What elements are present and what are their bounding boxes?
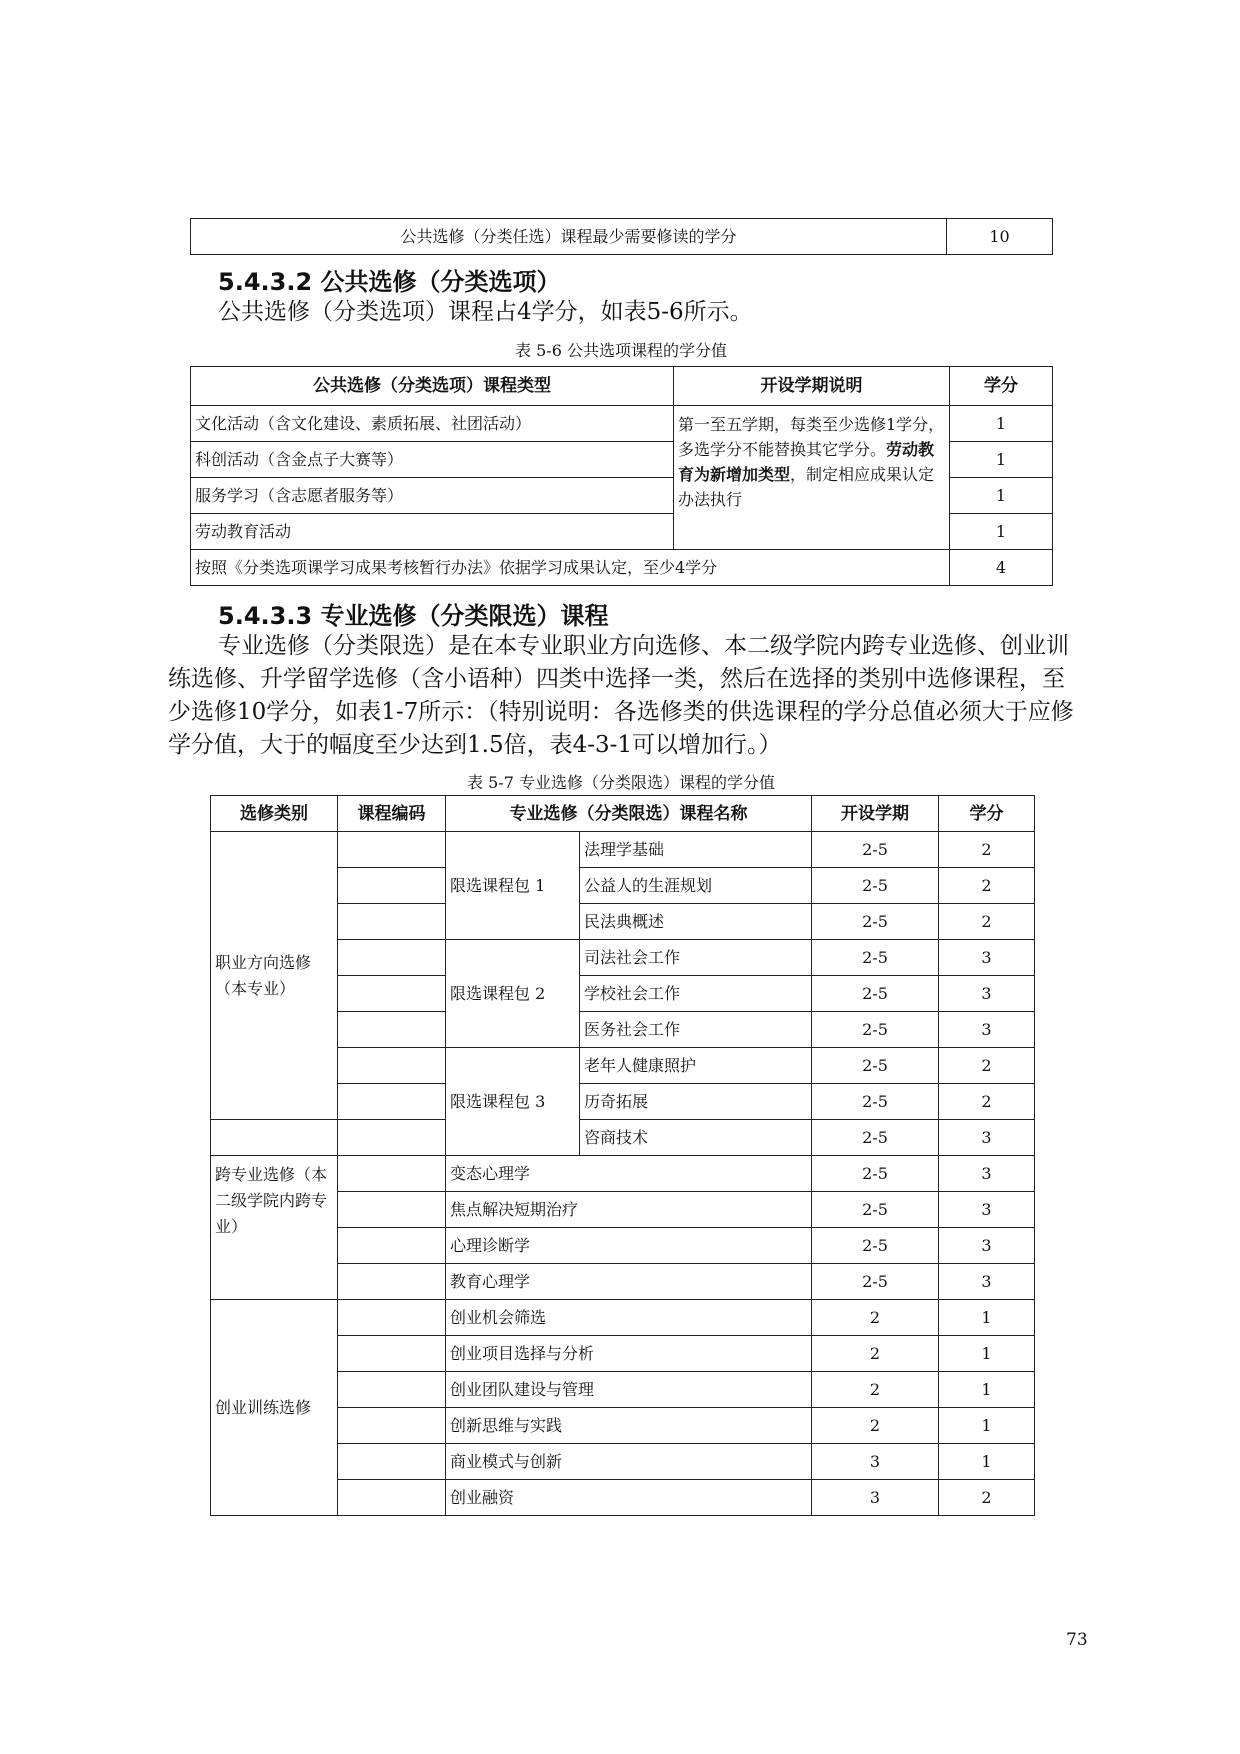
course-term: 3 [812,1444,939,1480]
table-5-6-type-1: 文化活动（含文化建设、素质拓展、社团活动） [191,406,674,442]
summary-label: 公共选修（分类任选）课程最少需要修读的学分 [191,219,947,255]
course-name: 法理学基础 [580,832,812,868]
course-name: 民法典概述 [580,904,812,940]
table-5-6-header-type: 公共选修（分类选项）课程类型 [191,367,674,406]
course-name: 历奇拓展 [580,1084,812,1120]
table-5-6 [190,366,1053,586]
course-term: 2-5 [812,976,939,1012]
term-note-text: 第一至五学期，每类至少选修1学分，多选学分不能替换其它学分。 [678,415,945,459]
course-code [338,1264,446,1300]
course-name: 心理诊断学 [446,1228,812,1264]
course-credit: 1 [939,1372,1035,1408]
course-term: 2 [812,1300,939,1336]
summary-value: 10 [947,219,1053,255]
course-name: 创业融资 [446,1480,812,1516]
course-term: 2-5 [812,1084,939,1120]
section-5433-paragraph: 专业选修（分类限选）是在本专业职业方向选修、本二级学院内跨专业选修、创业训练选修、升学留学选修（含小语种）四类中选择一类，然后在选择的类别中选修课程，至少选修10学分，如表1-7所示：（特别说明：各选修类的供选课程的学分总值必须大于应修学分值，大于的幅度至少达到1.5倍，表4-3-1可以增加行。） [168,633,1074,758]
course-credit: 1 [939,1444,1035,1480]
course-name: 教育心理学 [446,1264,812,1300]
course-credit: 2 [939,832,1035,868]
page-number: 73 [1066,1630,1088,1650]
course-name: 司法社会工作 [580,940,812,976]
course-term: 2-5 [812,940,939,976]
course-code [338,1300,446,1336]
category-spacer [211,1120,338,1156]
table-5-6-type-4: 劳动教育活动 [191,514,674,550]
course-credit: 3 [939,976,1035,1012]
course-name: 老年人健康照护 [580,1048,812,1084]
course-credit: 2 [939,1480,1035,1516]
summary-table [190,218,1053,255]
course-name: 创业项目选择与分析 [446,1336,812,1372]
course-term: 3 [812,1480,939,1516]
course-name: 创业机会筛选 [446,1300,812,1336]
table-5-7-header-code: 课程编码 [338,796,446,832]
course-credit: 2 [939,904,1035,940]
course-name: 学校社会工作 [580,976,812,1012]
course-credit: 1 [939,1408,1035,1444]
course-code [338,1192,446,1228]
course-credit: 3 [939,1120,1035,1156]
course-code [338,940,446,976]
course-credit: 3 [939,1228,1035,1264]
course-code [338,1228,446,1264]
table-5-6-type-2: 科创活动（含金点子大赛等） [191,442,674,478]
table-5-7 [210,795,1035,1516]
table-5-6-credit-4: 1 [950,514,1053,550]
course-term: 2-5 [812,868,939,904]
table-5-6-header-credit: 学分 [950,367,1053,406]
course-code [338,1084,446,1120]
course-code [338,1048,446,1084]
course-term: 2 [812,1408,939,1444]
course-term: 2-5 [812,1156,939,1192]
course-code [338,1336,446,1372]
table-5-6-final-label: 按照《分类选项课学习成果考核暂行办法》依据学习成果认定，至少4学分 [191,550,950,586]
table-5-7-header-name: 专业选修（分类限选）课程名称 [446,796,812,832]
table-5-7-header-term: 开设学期 [812,796,939,832]
table-5-6-final-credit: 4 [950,550,1053,586]
course-name: 咨商技术 [580,1120,812,1156]
course-name: 医务社会工作 [580,1012,812,1048]
course-code [338,976,446,1012]
course-code [338,1480,446,1516]
table-5-6-type-3: 服务学习（含志愿者服务等） [191,478,674,514]
category-label: 职业方向选修（本专业） [215,952,312,998]
course-term: 2-5 [812,1192,939,1228]
section-5432-paragraph: 公共选修（分类选项）课程占4学分，如表5-6所示。 [218,299,753,325]
package-label-1: 限选课程包 1 [446,832,580,940]
course-credit: 3 [939,940,1035,976]
table-5-6-header-term: 开设学期说明 [674,367,950,406]
table-5-6-credit-3: 1 [950,478,1053,514]
course-code [338,868,446,904]
course-name: 商业模式与创新 [446,1444,812,1480]
table-5-6-term-note [674,406,950,550]
term-note-bold: 劳动教育为新增加类型 [678,440,935,484]
section-heading-5433: 5.4.3.3 专业选修（分类限选）课程 [218,602,609,630]
course-name: 创新思维与实践 [446,1408,812,1444]
table-5-6-caption: 表 5-6 公共选项课程的学分值 [515,341,727,360]
course-term: 2-5 [812,1120,939,1156]
course-code [338,904,446,940]
course-credit: 2 [939,1084,1035,1120]
course-term: 2 [812,1372,939,1408]
course-code [338,1156,446,1192]
table-5-7-header-credit: 学分 [939,796,1035,832]
course-code [338,1408,446,1444]
table-5-7-caption: 表 5-7 专业选修（分类限选）课程的学分值 [467,773,775,792]
course-code [338,1120,446,1156]
course-term: 2-5 [812,832,939,868]
course-credit: 2 [939,1048,1035,1084]
course-term: 2-5 [812,1048,939,1084]
course-code [338,1372,446,1408]
table-5-7-header-category: 选修类别 [211,796,338,832]
course-name: 公益人的生涯规划 [580,868,812,904]
course-name: 创业团队建设与管理 [446,1372,812,1408]
course-credit: 3 [939,1264,1035,1300]
course-credit: 1 [939,1336,1035,1372]
package-label-3: 限选课程包 3 [446,1048,580,1156]
course-term: 2-5 [812,1264,939,1300]
course-credit: 2 [939,868,1035,904]
course-code [338,1444,446,1480]
course-name: 焦点解决短期治疗 [446,1192,812,1228]
course-credit: 3 [939,1192,1035,1228]
table-5-6-credit-2: 1 [950,442,1053,478]
category-cell-entrepreneurship: 创业训练选修 [211,1300,338,1516]
term-note-text-2: ，制定相应成果认定办法执行 [678,465,935,509]
table-5-6-credit-1: 1 [950,406,1053,442]
section-heading-5432: 5.4.3.2 公共选修（分类选项） [218,268,561,296]
category-cell-cross-major [211,1156,338,1300]
course-credit: 3 [939,1156,1035,1192]
course-credit: 3 [939,1012,1035,1048]
category-cell-professional [211,832,338,1120]
course-term: 2 [812,1336,939,1372]
course-credit: 1 [939,1300,1035,1336]
course-code [338,1012,446,1048]
category-label: 跨专业选修（本二级学院内跨专业） [215,1165,328,1236]
course-code [338,832,446,868]
course-term: 2-5 [812,904,939,940]
course-term: 2-5 [812,1228,939,1264]
package-label-2: 限选课程包 2 [446,940,580,1048]
course-name: 变态心理学 [446,1156,812,1192]
course-term: 2-5 [812,1012,939,1048]
